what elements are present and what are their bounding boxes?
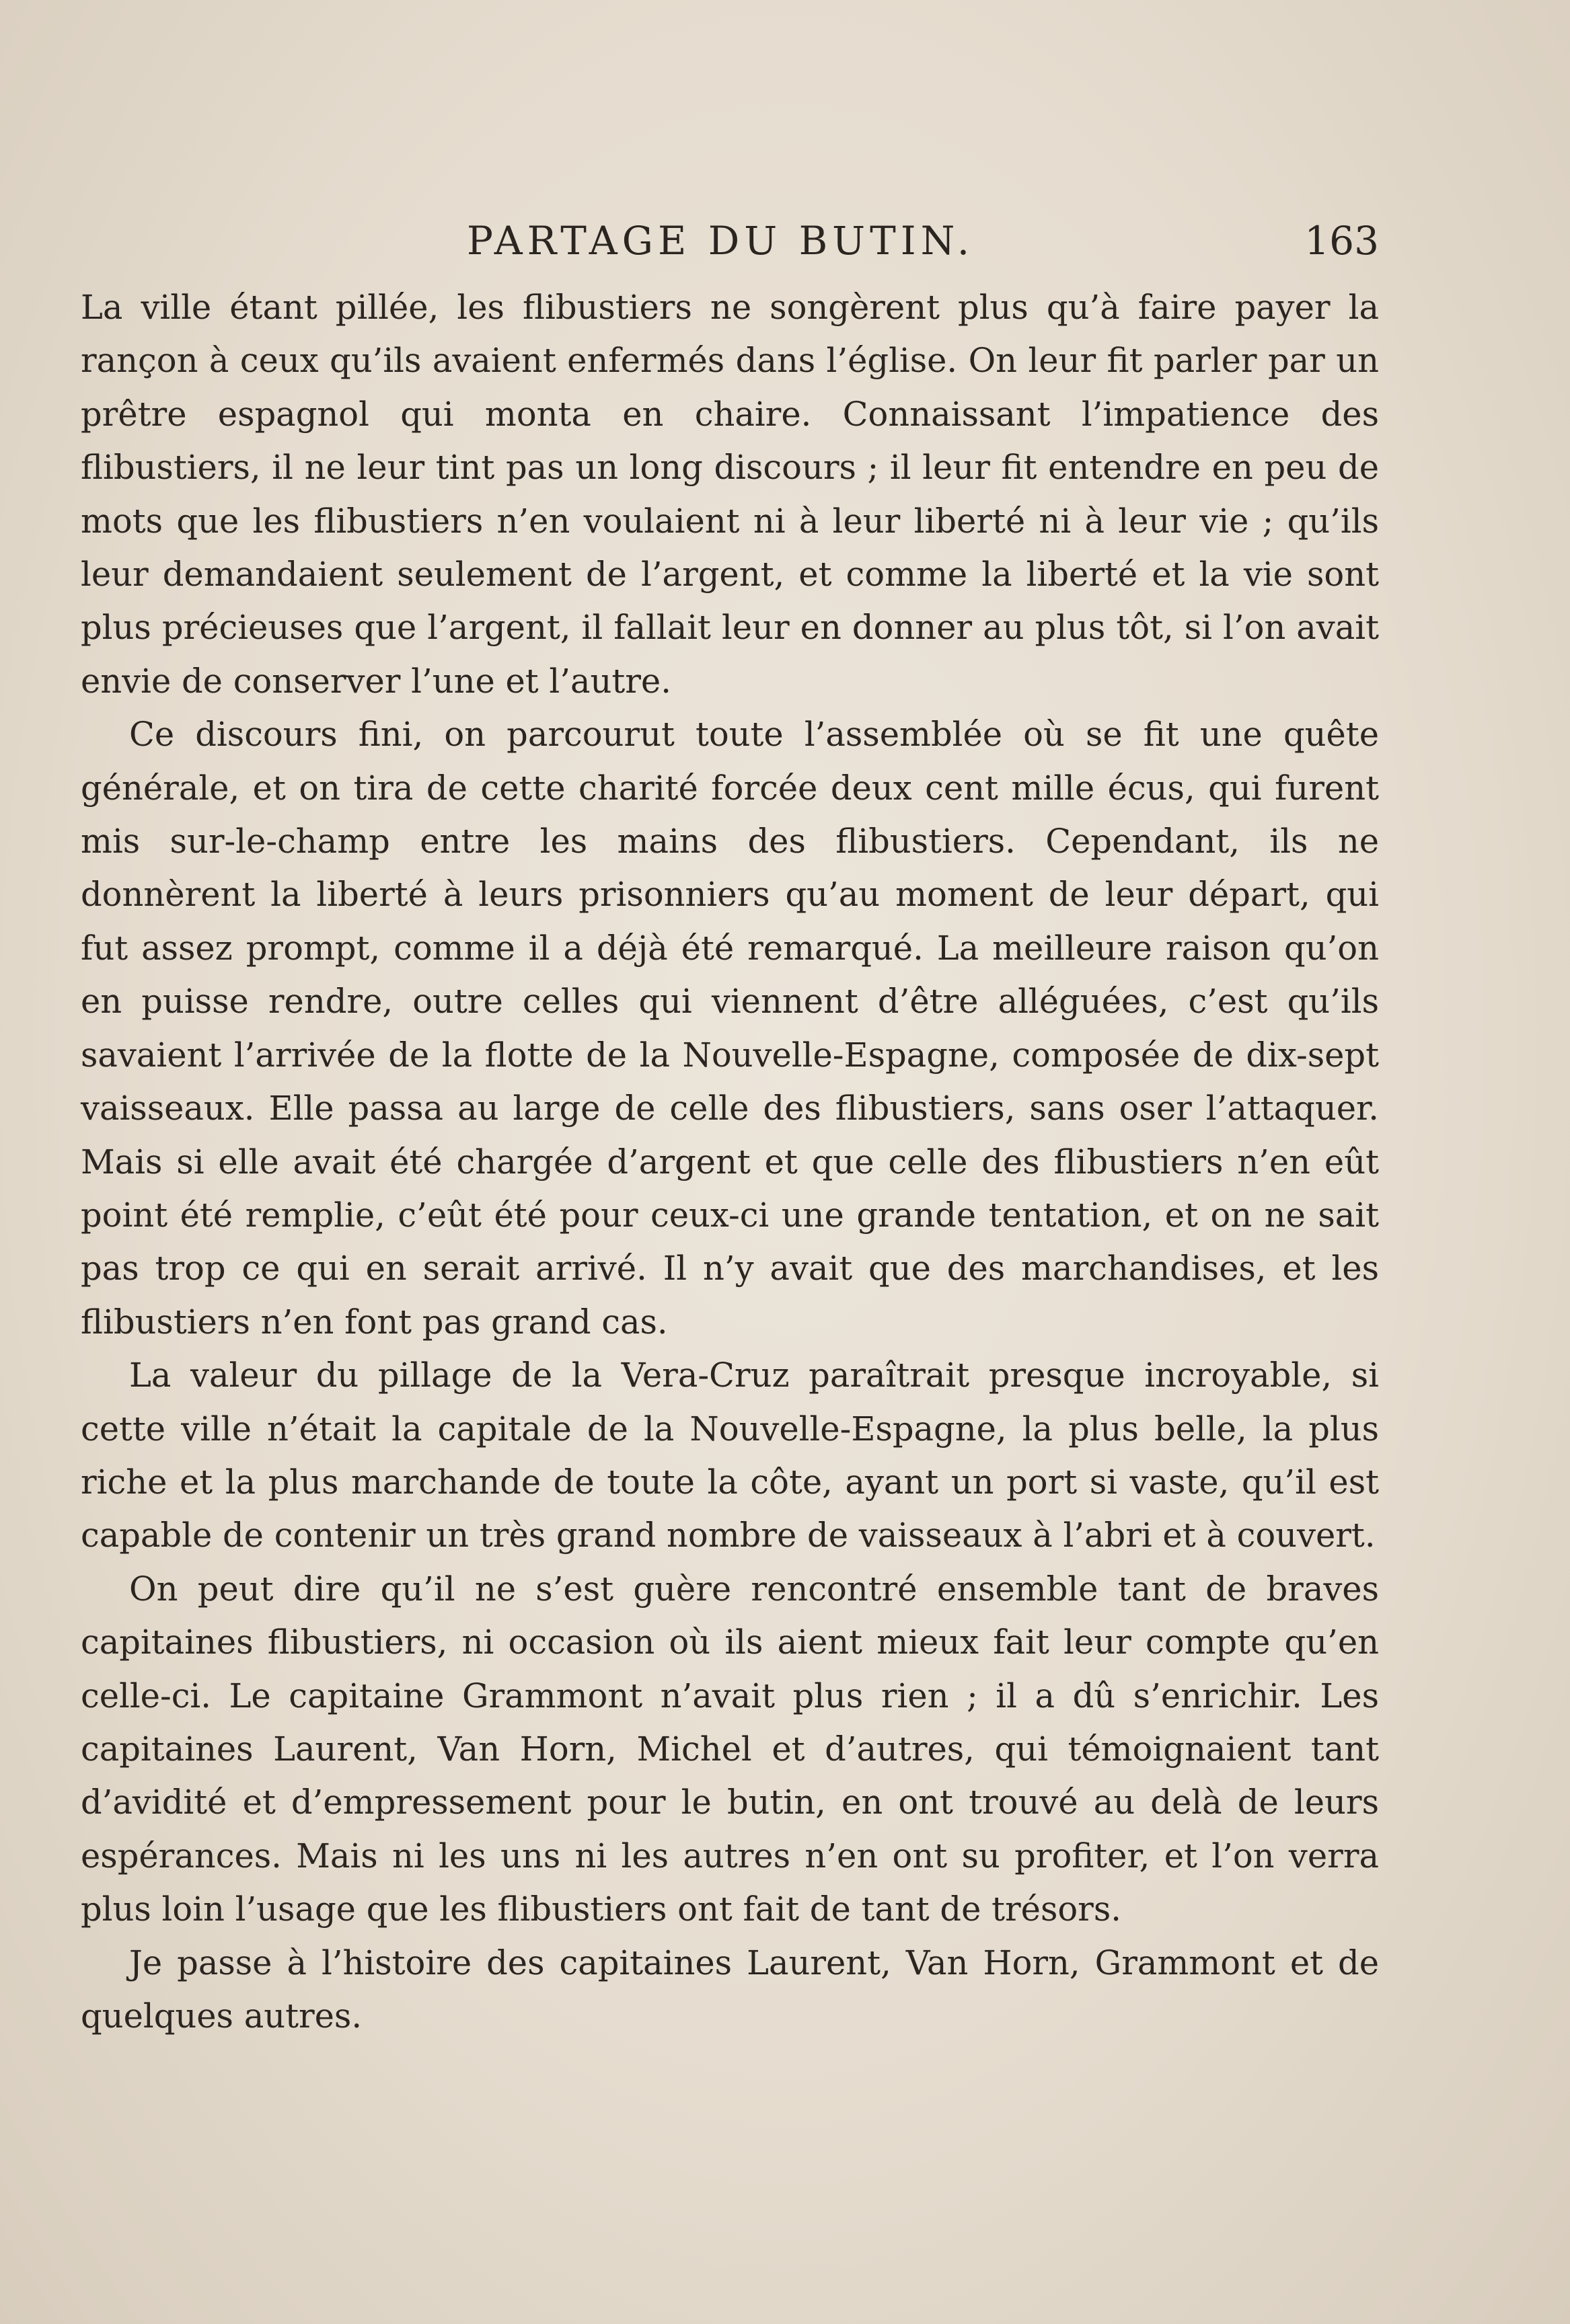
running-head	[81, 214, 1379, 268]
paragraph-2: Ce discours fini, on parcourut toute l’assemblée où se fit une quête générale, et on tira de cette charité forcée deux cent mille écus, qui furent mis sur-le-champ entre les mains des flibustiers. Cependant, ils ne donnèrent la liberté à leurs prisonniers qu’au moment de leur départ, qui fut assez prompt, comme il a déjà été remarqué. La meilleure raison qu’on en puisse rendre, outre celles qui viennent d’être alléguées, c’est qu’ils savaient l’arrivée de la flotte de la Nouvelle-Espagne, composée de dix-sept vaisseaux. Elle passa au large de celle des flibustiers, sans oser l’attaquer. Mais si elle avait été chargée d’argent et que celle des flibustiers n’en eût point été remplie, c’eût été pour ceux-ci une grande tentation, et on ne sait pas trop ce qui en serait arrivé. Il n’y avait que des marchandises, et les flibustiers n’en font pas grand cas.	[81, 715, 1379, 1342]
body-text	[81, 281, 1379, 2043]
paragraph-5: Je passe à l’histoire des capitaines Laurent, Van Horn, Grammont et de quelques autres.	[81, 1943, 1379, 2036]
paragraph-4: On peut dire qu’il ne s’est guère rencontré ensemble tant de braves capitaines flibustiers, ni occasion où ils aient mieux fait leur compte qu’en celle-ci. Le capitaine Grammont n’avait plus rien ; il a dû s’enrichir. Les capitaines Laurent, Van Horn, Michel et d’autres, qui témoignaient tant d’avidité et d’empressement pour le butin, en ont trouvé au delà de leurs espérances. Mais ni les uns ni les autres n’en ont su profiter, et l’on verra plus loin l’usage que les flibustiers ont fait de tant de trésors.	[81, 1569, 1379, 1929]
paragraph-3: La valeur du pillage de la Vera-Cruz paraîtrait presque incroyable, si cette ville n’était la capitale de la Nouvelle-Espagne, la plus belle, la plus riche et la plus marchande de toute la côte, ayant un port si vaste, qu’il est capable de contenir un très grand nombre de vaisseaux à l’abri et à couvert.	[81, 1356, 1379, 1555]
page-number: 163	[1304, 218, 1379, 264]
running-title: PARTAGE DU BUTIN.	[467, 218, 975, 264]
paragraph-1: La ville étant pillée, les flibustiers ne songèrent plus qu’à faire payer la rançon à ceux qu’ils avaient enfermés dans l’église. On leur fit parler par un prêtre espagnol qui monta en chaire. Connaissant l’impatience des flibustiers, il ne leur tint pas un long discours ; il leur fit entendre en peu de mots que les flibustiers n’en voulaient ni à leur liberté ni à leur vie ; qu’ils leur demandaient seulement de l’argent, et comme la liberté et la vie sont plus précieuses que l’argent, il fallait leur en donner au plus tôt, si l’on avait envie de conserver l’une et l’autre.	[81, 288, 1379, 701]
